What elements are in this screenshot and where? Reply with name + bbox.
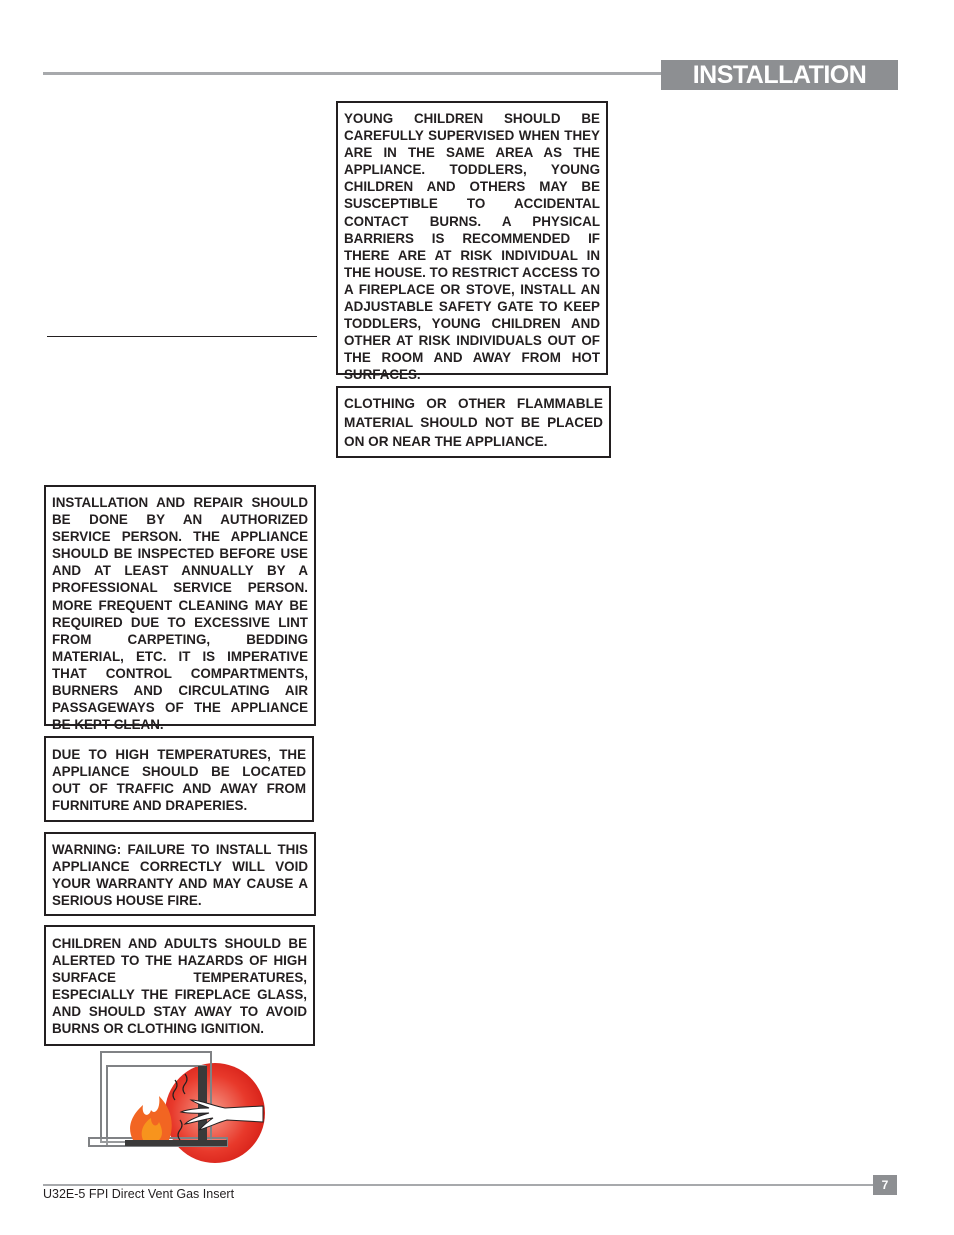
document-name: U32E-5 FPI Direct Vent Gas Insert (43, 1187, 235, 1201)
warning-improper-install: WARNING: FAILURE TO INSTALL THIS APPLIANCE CORRECTLY WILL VOID YOUR WARRANTY AND MAY CAUSE A SERIOUS HOUSE FIRE. (44, 832, 316, 916)
header-rule (43, 72, 663, 75)
warning-children-supervision: YOUNG CHILDREN SHOULD BE CAREFULLY SUPERVISED WHEN THEY ARE IN THE SAME AREA AS THE APPLIANCE. TODDLERS, YOUNG CHILDREN AND OTHERS MAY BE SUSCEPTIBLE TO ACCIDENTAL CONTACT BURNS. A PHYSICAL BARRIERS IS RECOMMENDED IF THERE ARE AT RISK INDIVIDUAL IN THE HOUSE. TO RESTRICT ACCESS TO A FIREPLACE OR STOVE, INSTALL AN ADJUSTABLE SAFETY GATE TO KEEP TODDLERS, YOUNG CHILDREN AND OTHER AT RISK INDIVIDUALS OUT OF THE ROOM AND AWAY FROM HOT SURFACES. (336, 101, 608, 375)
warning-installation-repair: INSTALLATION AND REPAIR SHOULD BE DONE BY AN AUTHORIZED SERVICE PERSON. THE APPLIANCE SHOULD BE INSPECTED BEFORE USE AND AT LEAST ANNUALLY BY A PROFESSIONAL SERVICE PERSON. MORE FREQUENT CLEANING MAY BE REQUIRED DUE TO EXCESSIVE LINT FROM CARPETING, BEDDING MATERIAL, ETC. IT IS IMPERATIVE THAT CONTROL COMPARTMENTS, BURNERS AND CIRCULATING AIR PASSAGEWAYS OF THE APPLIANCE BE KEPT CLEAN. (44, 485, 316, 726)
hot-glass-hand-icon (85, 1050, 265, 1165)
footer-rule (43, 1184, 873, 1186)
section-title: INSTALLATION (661, 60, 898, 90)
column-divider-rule (47, 336, 317, 337)
warning-clothing-flammable: CLOTHING OR OTHER FLAMMABLE MATERIAL SHOULD NOT BE PLACED ON OR NEAR THE APPLIANCE. (336, 386, 611, 458)
page-number: 7 (873, 1175, 897, 1195)
warning-surface-hazards: CHILDREN AND ADULTS SHOULD BE ALERTED TO THE HAZARDS OF HIGH SURFACE TEMPERATURES, ESPECIALLY THE FIREPLACE GLASS, AND SHOULD STAY AWAY TO AVOID BURNS OR CLOTHING IGNITION. (44, 925, 315, 1046)
warning-high-temperatures: DUE TO HIGH TEMPERATURES, THE APPLIANCE SHOULD BE LOCATED OUT OF TRAFFIC AND AWAY FROM FURNITURE AND DRAPERIES. (44, 736, 314, 822)
